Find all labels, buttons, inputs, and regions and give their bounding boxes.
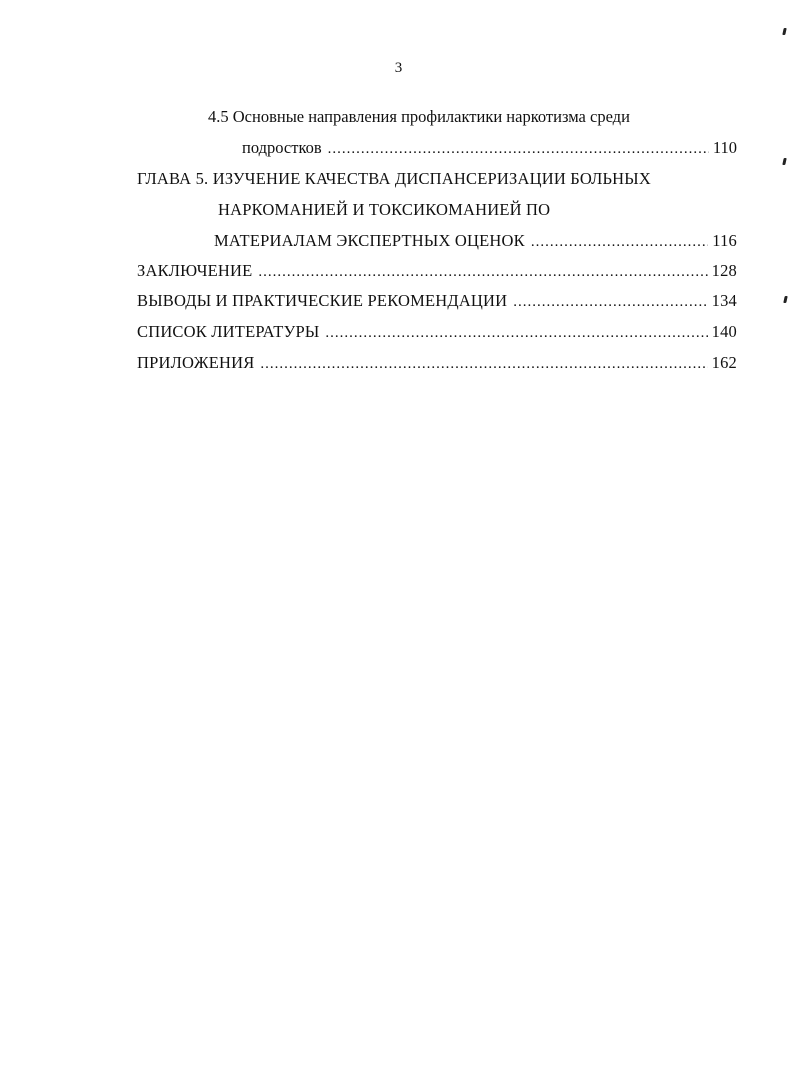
page-number: 3 xyxy=(394,60,403,76)
toc-entry-label: МАТЕРИАЛАМ ЭКСПЕРТНЫХ ОЦЕНОК xyxy=(214,230,531,252)
toc-entry-label: подростков xyxy=(242,137,328,159)
toc-chapter-5-line-1: ГЛАВА 5. ИЗУЧЕНИЕ КАЧЕСТВА ДИСПАНСЕРИЗАЦИИ БОЛЬНЫХ xyxy=(137,168,737,190)
toc-entry-4-5-line-1: 4.5 Основные направления профилактики наркотизма среди xyxy=(208,106,708,128)
scan-mark xyxy=(782,158,786,165)
toc-conclusion[interactable] xyxy=(137,260,737,282)
toc-dot-leader xyxy=(531,231,708,253)
toc-page-number: 140 xyxy=(708,321,737,343)
scan-mark xyxy=(782,28,786,35)
toc-dot-leader xyxy=(258,261,707,283)
toc-references[interactable] xyxy=(137,321,737,343)
toc-entry-4-5[interactable] xyxy=(242,137,737,159)
toc-dot-leader xyxy=(260,353,707,375)
toc-entry-label: ПРИЛОЖЕНИЯ xyxy=(137,352,260,374)
scan-mark xyxy=(783,296,787,303)
toc-dot-leader xyxy=(328,138,709,160)
toc-appendices[interactable] xyxy=(137,352,737,374)
toc-page-number: 134 xyxy=(708,290,737,312)
toc-dot-leader xyxy=(325,322,707,344)
toc-page-number: 110 xyxy=(709,137,737,159)
toc-entry-label: СПИСОК ЛИТЕРАТУРЫ xyxy=(137,321,325,343)
toc-chapter-5-line-2: НАРКОМАНИЕЙ И ТОКСИКОМАНИЕЙ ПО xyxy=(218,199,718,221)
toc-page-number: 128 xyxy=(708,260,737,282)
toc-entry-label: ЗАКЛЮЧЕНИЕ xyxy=(137,260,258,282)
toc-findings[interactable] xyxy=(137,290,737,312)
toc-entry-label: ВЫВОДЫ И ПРАКТИЧЕСКИЕ РЕКОМЕНДАЦИИ xyxy=(137,290,513,312)
toc-dot-leader xyxy=(513,291,707,313)
toc-page-number: 116 xyxy=(708,230,737,252)
toc-page-number: 162 xyxy=(708,352,737,374)
toc-chapter-5[interactable] xyxy=(214,230,737,252)
